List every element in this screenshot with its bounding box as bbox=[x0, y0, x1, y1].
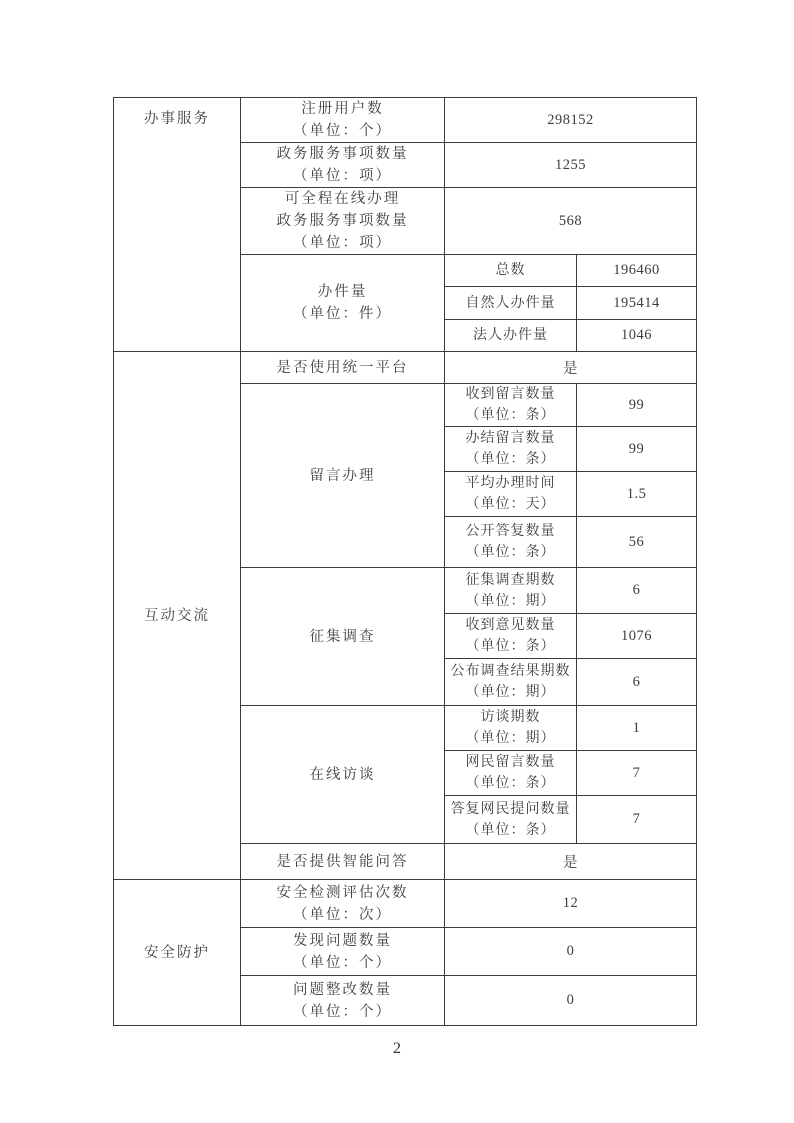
value-cell: 1076 bbox=[577, 614, 697, 659]
item-label-message-handling bbox=[241, 384, 445, 568]
unit-label-line: （单位：期） bbox=[465, 593, 556, 609]
sub-item-label-messages-received bbox=[445, 384, 577, 427]
item-label-line: 在线访谈 bbox=[309, 766, 376, 783]
value-cell: 0 bbox=[445, 976, 697, 1026]
sub-item-label-line: 网民留言数量 bbox=[465, 755, 556, 770]
value-cell: 1255 bbox=[445, 143, 697, 188]
value-cell: 1.5 bbox=[577, 472, 697, 517]
item-label-line: 政务服务事项数量 bbox=[276, 146, 409, 162]
sub-item-label-line: 平均办理时间 bbox=[465, 476, 556, 491]
sub-item-label-survey-periods bbox=[445, 568, 577, 614]
page-number: 2 bbox=[393, 1040, 401, 1057]
unit-label-line: （单位：条） bbox=[465, 639, 556, 654]
group-label: 安全防护 bbox=[144, 944, 210, 961]
item-label-survey bbox=[241, 568, 445, 706]
sub-item-label-opinions-received bbox=[445, 614, 577, 659]
item-label-online-items bbox=[241, 188, 445, 255]
unit-label-line: （单位：期） bbox=[465, 685, 556, 700]
sub-item-label-netizen-messages bbox=[445, 751, 577, 796]
item-label-line: 政务服务事项数量 bbox=[276, 213, 409, 229]
value-cell: 6 bbox=[577, 568, 697, 614]
item-label-line: 发现问题数量 bbox=[293, 932, 392, 949]
sub-item-label-line: 公开答复数量 bbox=[465, 524, 556, 539]
value-cell: 99 bbox=[577, 384, 697, 427]
sub-item-label-line: 收到意见数量 bbox=[465, 618, 556, 633]
sub-item-label-messages-resolved bbox=[445, 427, 577, 472]
unit-label-line: （单位：个） bbox=[293, 123, 392, 139]
unit-label-line: （单位：个） bbox=[293, 1003, 392, 1020]
value-cell: 是 bbox=[445, 844, 697, 880]
item-label-line: 是否提供智能问答 bbox=[276, 853, 409, 870]
item-label-problems-found bbox=[241, 928, 445, 976]
sub-item-label-line: 公布调查结果期数 bbox=[450, 664, 571, 679]
unit-label-line: （单位：条） bbox=[465, 776, 556, 791]
statistics-table bbox=[113, 97, 697, 1026]
value-cell: 7 bbox=[577, 796, 697, 844]
value-cell: 是 bbox=[445, 352, 697, 384]
group-label: 办事服务 bbox=[144, 111, 210, 127]
item-label-registered-users bbox=[241, 98, 445, 143]
item-label-line: 安全检测评估次数 bbox=[276, 884, 409, 901]
unit-label-line: （单位：期） bbox=[465, 731, 556, 746]
sub-item-label-interview-periods bbox=[445, 706, 577, 751]
sub-item-label-questions-answered bbox=[445, 796, 577, 844]
unit-label-line: （单位：条） bbox=[465, 545, 556, 560]
item-label-line: 征集调查 bbox=[309, 628, 376, 645]
item-label-line: 留言办理 bbox=[309, 467, 376, 484]
unit-label-line: （单位：项） bbox=[293, 168, 392, 184]
value-cell: 196460 bbox=[577, 255, 697, 287]
item-label-security-assessments bbox=[241, 880, 445, 928]
sub-item-label-line: 法人办件量 bbox=[473, 328, 548, 343]
item-label-problems-rectified bbox=[241, 976, 445, 1026]
sub-item-label-total bbox=[445, 255, 577, 287]
table-row bbox=[114, 880, 697, 928]
item-label-smart-qa bbox=[241, 844, 445, 880]
sub-item-label-line: 答复网民提问数量 bbox=[450, 801, 571, 817]
unit-label-line: （单位：项） bbox=[293, 235, 392, 251]
value-cell: 195414 bbox=[577, 287, 697, 320]
sub-item-label-legal-person bbox=[445, 320, 577, 352]
sub-item-label-line: 办结留言数量 bbox=[465, 431, 556, 446]
item-label-online-interview bbox=[241, 706, 445, 844]
sub-item-label-line: 自然人办件量 bbox=[465, 295, 556, 311]
item-label-line: 可全程在线办理 bbox=[284, 191, 401, 207]
unit-label-line: （单位：条） bbox=[465, 452, 556, 467]
value-cell: 1046 bbox=[577, 320, 697, 352]
unit-label-line: （单位：件） bbox=[293, 306, 392, 322]
item-label-case-volume bbox=[241, 255, 445, 352]
unit-label-line: （单位：条） bbox=[465, 408, 556, 423]
sub-item-label-avg-handling-time bbox=[445, 472, 577, 517]
value-cell: 7 bbox=[577, 751, 697, 796]
group-cell-security bbox=[114, 880, 241, 1026]
sub-item-label-line: 征集调查期数 bbox=[465, 572, 556, 588]
sub-item-label-natural-person bbox=[445, 287, 577, 320]
sub-item-label-line: 总数 bbox=[495, 263, 526, 278]
value-cell: 6 bbox=[577, 659, 697, 706]
unit-label-line: （单位：天） bbox=[465, 497, 556, 512]
table-row bbox=[114, 98, 697, 143]
value-cell: 0 bbox=[445, 928, 697, 976]
item-label-line: 办件量 bbox=[317, 284, 368, 300]
item-label-line: 问题整改数量 bbox=[293, 981, 392, 998]
value-cell: 12 bbox=[445, 880, 697, 928]
value-cell: 99 bbox=[577, 427, 697, 472]
sub-item-label-line: 收到留言数量 bbox=[465, 387, 556, 402]
group-label: 互动交流 bbox=[144, 607, 210, 624]
group-cell-interaction bbox=[114, 352, 241, 880]
table-row bbox=[114, 352, 697, 384]
sub-item-label-public-replies bbox=[445, 517, 577, 568]
item-label-line: 注册用户数 bbox=[301, 101, 384, 117]
sub-item-label-line: 访谈期数 bbox=[480, 710, 541, 725]
group-cell-service bbox=[114, 98, 241, 352]
value-cell: 298152 bbox=[445, 98, 697, 143]
value-cell: 568 bbox=[445, 188, 697, 255]
item-label-line: 是否使用统一平台 bbox=[276, 359, 409, 376]
sub-item-label-results-published bbox=[445, 659, 577, 706]
unit-label-line: （单位：条） bbox=[465, 822, 556, 838]
value-cell: 56 bbox=[577, 517, 697, 568]
value-cell: 1 bbox=[577, 706, 697, 751]
unit-label-line: （单位：个） bbox=[293, 954, 392, 971]
unit-label-line: （单位：次） bbox=[293, 906, 392, 923]
item-label-service-items bbox=[241, 143, 445, 188]
item-label-unified-platform bbox=[241, 352, 445, 384]
